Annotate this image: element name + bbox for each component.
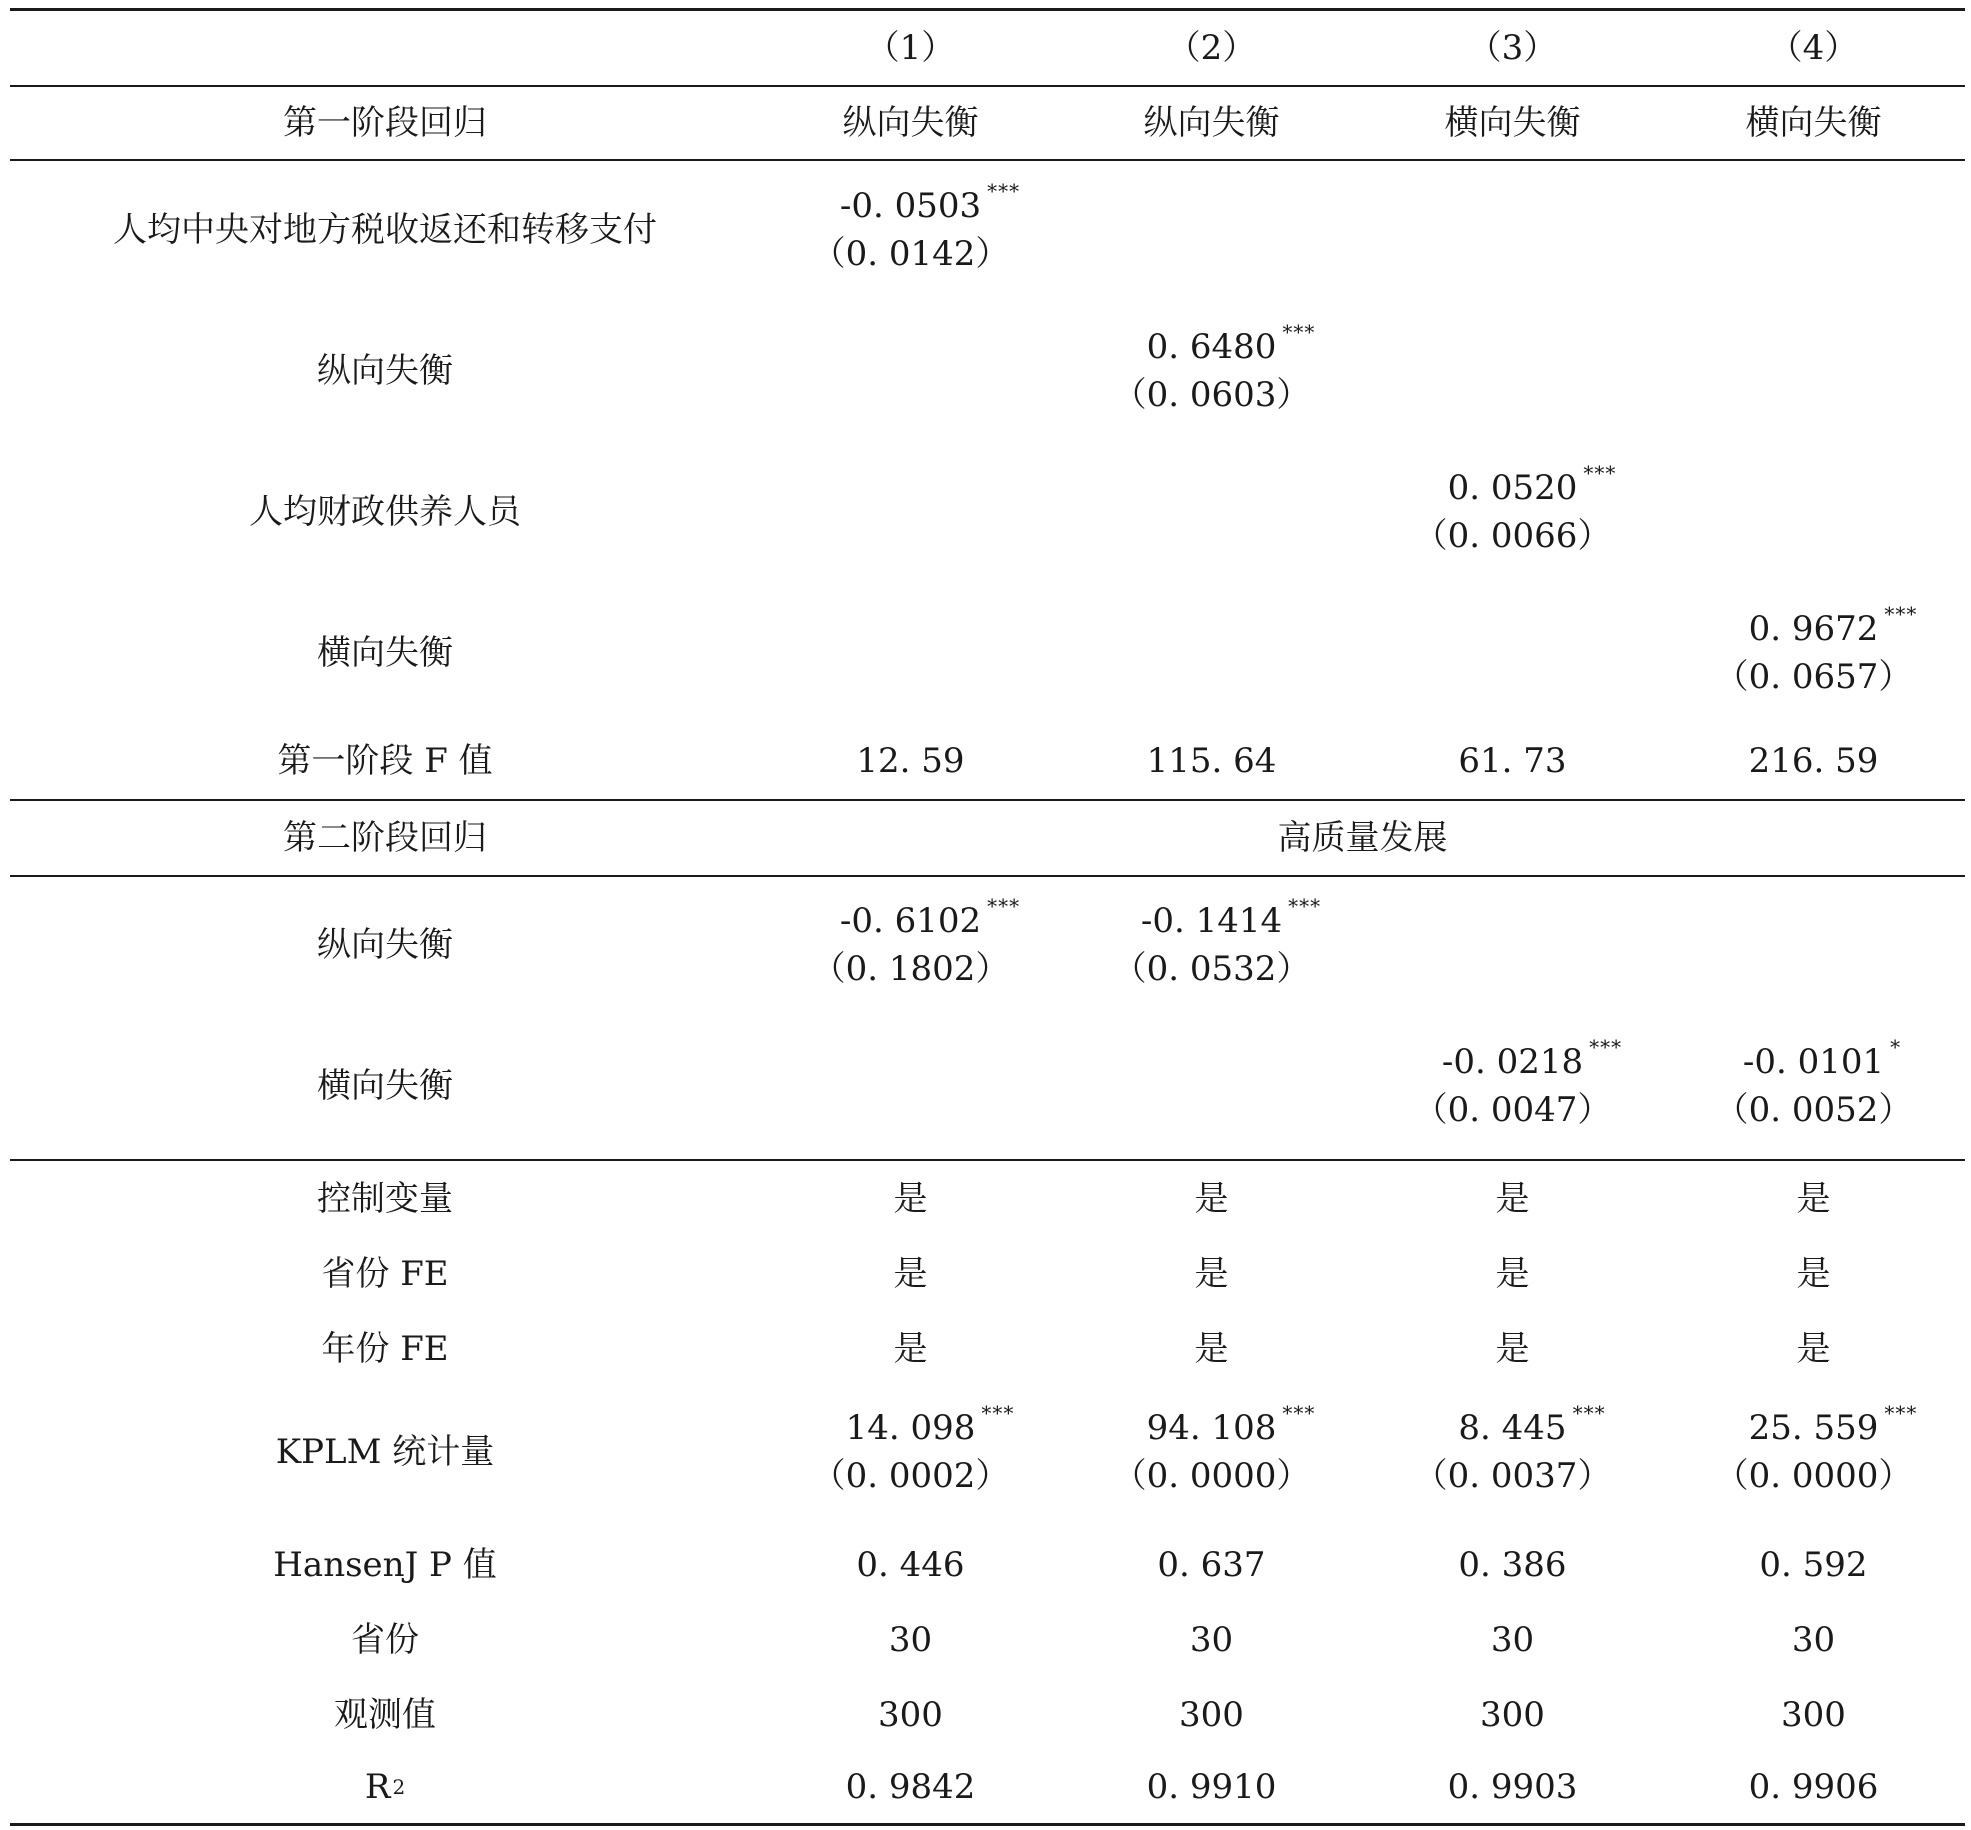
standard-error: （0. 0603）	[1112, 375, 1311, 415]
dependent-variable: 纵向失衡	[1143, 103, 1280, 143]
row-label: 观测值	[334, 1694, 436, 1735]
empty-cell	[1362, 890, 1663, 1000]
hansen-value: 0. 592	[1759, 1544, 1868, 1585]
standard-error: （0. 0532）	[1112, 949, 1311, 989]
empty-cell	[1061, 1031, 1362, 1141]
p-value: （0. 0037）	[1413, 1456, 1612, 1496]
estimate-cell	[1663, 598, 1964, 708]
significance-stars: ***	[987, 894, 1021, 918]
province-fe-row	[10, 1236, 1965, 1311]
significance-stars: ***	[987, 179, 1021, 203]
kplm-row	[10, 1397, 1965, 1507]
table-row	[10, 890, 1965, 1000]
count-value: 300	[1179, 1694, 1244, 1735]
p-value: （0. 0002）	[811, 1456, 1010, 1496]
coefficient: -0. 0503 ***	[839, 179, 1021, 226]
hansen-value: 0. 386	[1458, 1544, 1567, 1585]
r-squared-value: 0. 9842	[845, 1767, 976, 1807]
coefficient: 0. 9672 ***	[1748, 602, 1918, 649]
column-header: （3）	[1467, 28, 1558, 68]
row-label: 人均财政供养人员	[249, 492, 521, 532]
year-fe-row	[10, 1311, 1965, 1386]
row-label: 控制变量	[317, 1178, 453, 1219]
corner-cell	[10, 12, 760, 84]
empty-cell	[760, 457, 1061, 567]
count-value: 30	[1490, 1619, 1535, 1660]
count-value: 300	[1480, 1694, 1545, 1735]
empty-cell	[1061, 175, 1362, 285]
controls-row	[10, 1161, 1965, 1236]
regression-table	[10, 0, 1965, 1830]
empty-cell	[1362, 598, 1663, 708]
empty-cell	[1663, 457, 1964, 567]
indicator-value: 是	[893, 1178, 928, 1219]
dependent-variable: 纵向失衡	[842, 103, 979, 143]
empty-cell	[1663, 890, 1964, 1000]
coefficient: 0. 6480 ***	[1146, 320, 1316, 367]
stage2-header-row	[10, 801, 1965, 875]
estimate-cell	[1362, 1031, 1663, 1141]
r-squared-value: 0. 9903	[1447, 1767, 1578, 1807]
significance-stars: ***	[1589, 1035, 1623, 1059]
f-stat-row	[10, 724, 1965, 798]
stage1-header-row	[10, 87, 1965, 159]
dependent-variable: 横向失衡	[1745, 103, 1882, 143]
column-header: （1）	[865, 28, 956, 68]
empty-cell	[760, 1031, 1061, 1141]
row-label	[10, 1752, 760, 1822]
statistic-value: 25. 559 ***	[1748, 1401, 1918, 1448]
dependent-variable: 高质量发展	[1277, 818, 1448, 858]
standard-error: （0. 1802）	[811, 949, 1010, 989]
significance-stars: ***	[1884, 602, 1918, 626]
indicator-value: 是	[1495, 1253, 1530, 1294]
column-header: （2）	[1166, 28, 1257, 68]
coefficient: -0. 0101 *	[1742, 1035, 1902, 1082]
p-value: （0. 0000）	[1714, 1456, 1913, 1496]
empty-cell	[1362, 175, 1663, 285]
column-number-row	[10, 12, 1965, 84]
significance-stars: ***	[1884, 1401, 1918, 1425]
provinces-row	[10, 1602, 1965, 1677]
hansen-row	[10, 1527, 1965, 1602]
table-row	[10, 175, 1965, 285]
r-squared-superscript: 2	[392, 1775, 406, 1799]
dependent-variable: 横向失衡	[1444, 103, 1581, 143]
table-row	[10, 1031, 1965, 1141]
estimate-cell	[1061, 890, 1362, 1000]
empty-cell	[1061, 457, 1362, 567]
indicator-value: 是	[1495, 1178, 1530, 1219]
row-label: 纵向失衡	[317, 351, 453, 391]
row-label: 横向失衡	[317, 1066, 453, 1106]
row-label: 省份	[351, 1619, 419, 1660]
standard-error: （0. 0066）	[1413, 516, 1612, 556]
indicator-value: 是	[1194, 1178, 1229, 1219]
standard-error: （0. 0142）	[811, 234, 1010, 274]
row-label: 横向失衡	[317, 633, 453, 673]
significance-stars: ***	[1282, 320, 1316, 344]
row-label: KPLM 统计量	[275, 1432, 495, 1472]
statistic-value: 94. 108 ***	[1146, 1401, 1316, 1448]
significance-stars: ***	[1288, 894, 1322, 918]
r-squared-value: 0. 9906	[1748, 1767, 1879, 1807]
row-label: HansenJ P 值	[273, 1544, 497, 1585]
stage2-label: 第二阶段回归	[283, 818, 487, 858]
coefficient: -0. 0218 ***	[1441, 1035, 1623, 1082]
significance-stars: ***	[1583, 461, 1617, 485]
f-stat-value: 115. 64	[1146, 741, 1277, 781]
estimate-cell	[760, 890, 1061, 1000]
count-value: 300	[878, 1694, 943, 1735]
count-value: 30	[1791, 1619, 1836, 1660]
indicator-value: 是	[893, 1328, 928, 1369]
row-label: 第一阶段 F 值	[277, 741, 493, 781]
empty-cell	[1362, 316, 1663, 426]
indicator-value: 是	[1495, 1328, 1530, 1369]
r-squared-value: 0. 9910	[1146, 1767, 1277, 1807]
f-stat-value: 61. 73	[1458, 741, 1567, 781]
p-value: （0. 0000）	[1112, 1456, 1311, 1496]
stage2-header-rule	[10, 875, 1965, 877]
top-rule	[10, 8, 1965, 11]
table-row	[10, 598, 1965, 708]
r-squared-row	[10, 1752, 1965, 1822]
observations-row	[10, 1677, 1965, 1752]
row-label: 年份 FE	[321, 1328, 449, 1369]
table-row	[10, 316, 1965, 426]
indicator-value: 是	[893, 1253, 928, 1294]
count-value: 300	[1781, 1694, 1846, 1735]
significance-stars: ***	[981, 1401, 1015, 1425]
statistic-cell	[760, 1397, 1061, 1507]
table-row	[10, 457, 1965, 567]
standard-error: （0. 0657）	[1714, 657, 1913, 697]
empty-cell	[1663, 175, 1964, 285]
statistic-cell	[1362, 1397, 1663, 1507]
count-value: 30	[1189, 1619, 1234, 1660]
estimate-cell	[1061, 316, 1362, 426]
row-label: 省份 FE	[321, 1253, 449, 1294]
indicator-value: 是	[1194, 1328, 1229, 1369]
column-header: （4）	[1768, 28, 1859, 68]
significance-stars: ***	[1282, 1401, 1316, 1425]
standard-error: （0. 0052）	[1714, 1090, 1913, 1130]
empty-cell	[760, 598, 1061, 708]
coefficient: 0. 0520 ***	[1447, 461, 1617, 508]
statistic-value: 8. 445 ***	[1458, 1401, 1606, 1448]
r-squared-label: R	[364, 1767, 391, 1807]
estimate-cell	[760, 175, 1061, 285]
f-stat-value: 12. 59	[856, 741, 965, 781]
coefficient: -0. 1414 ***	[1140, 894, 1322, 941]
statistic-value: 14. 098 ***	[845, 1401, 1015, 1448]
estimate-cell	[1663, 1031, 1964, 1141]
indicator-value: 是	[1194, 1253, 1229, 1294]
empty-cell	[1061, 598, 1362, 708]
statistic-cell	[1061, 1397, 1362, 1507]
hansen-value: 0. 446	[856, 1544, 965, 1585]
stage1-label: 第一阶段回归	[283, 103, 487, 143]
empty-cell	[760, 316, 1061, 426]
standard-error: （0. 0047）	[1413, 1090, 1612, 1130]
indicator-value: 是	[1796, 1253, 1831, 1294]
significance-stars: ***	[1572, 1401, 1606, 1425]
estimate-cell	[1362, 457, 1663, 567]
hansen-value: 0. 637	[1157, 1544, 1266, 1585]
empty-cell	[1663, 316, 1964, 426]
indicator-value: 是	[1796, 1178, 1831, 1219]
indicator-value: 是	[1796, 1328, 1831, 1369]
significance-stars: *	[1890, 1035, 1902, 1059]
row-label: 纵向失衡	[317, 925, 453, 965]
f-stat-value: 216. 59	[1748, 741, 1879, 781]
row-label: 人均中央对地方税收返还和转移支付	[113, 210, 657, 250]
coefficient: -0. 6102 ***	[839, 894, 1021, 941]
stage1-header-rule	[10, 159, 1965, 161]
count-value: 30	[888, 1619, 933, 1660]
bottom-rule	[10, 1823, 1965, 1826]
statistic-cell	[1663, 1397, 1964, 1507]
